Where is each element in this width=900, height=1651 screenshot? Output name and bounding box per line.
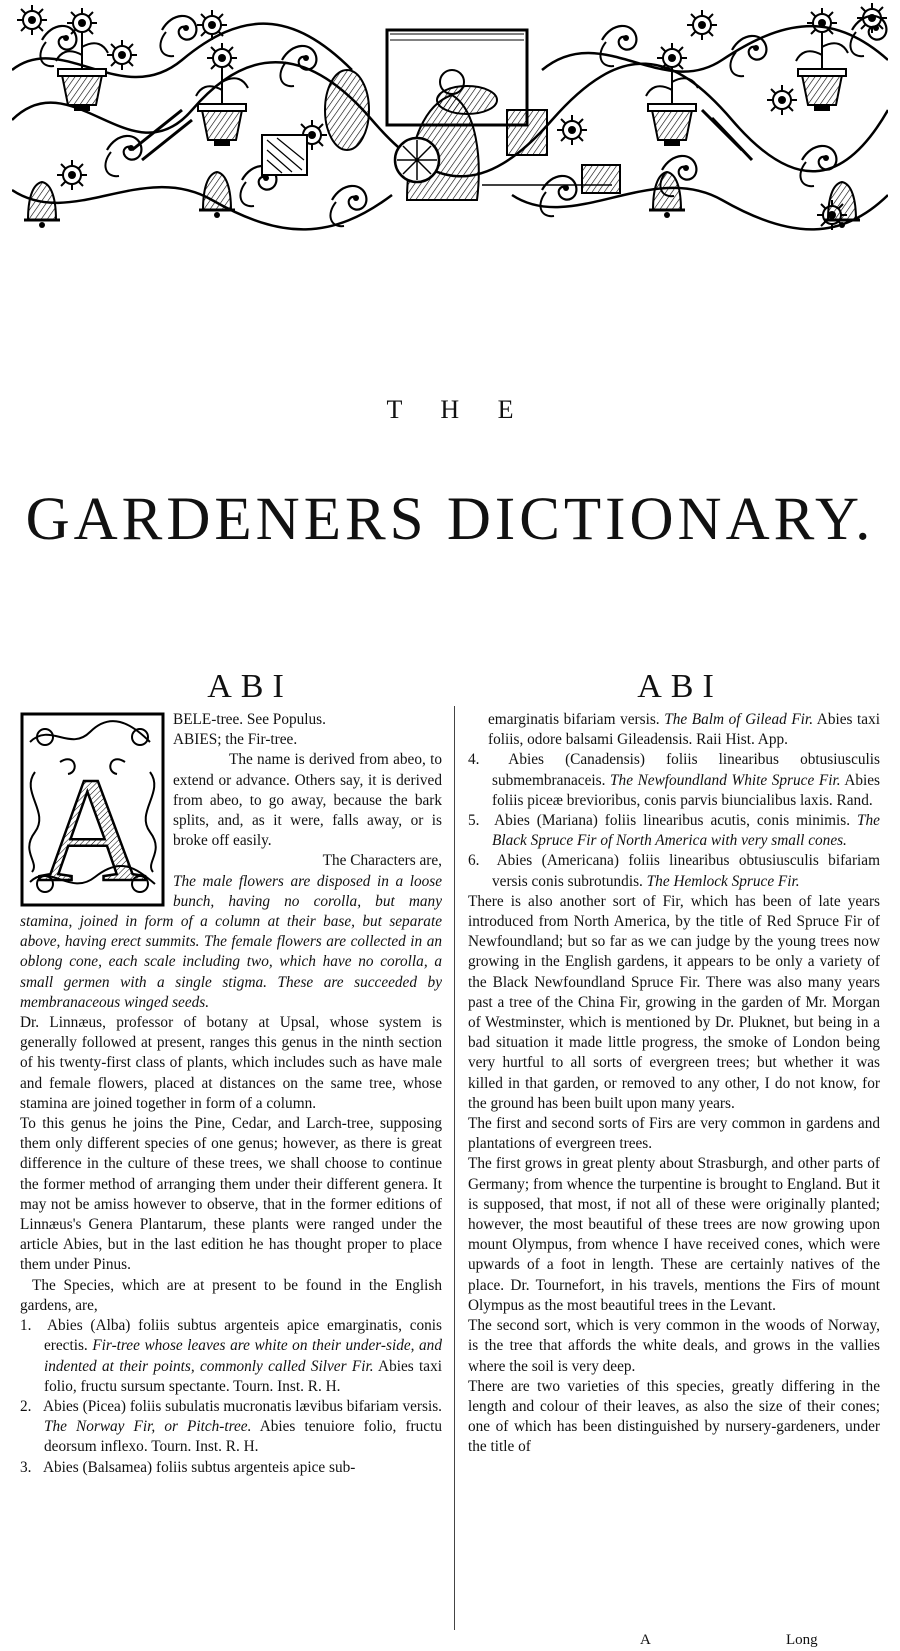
running-head-right: ABI	[637, 668, 723, 705]
dropcap-letter: A	[37, 747, 147, 907]
page-footer	[0, 1632, 900, 1651]
decorated-initial	[20, 712, 165, 907]
other-firs-paragraph: There is also another sort of Fir, which has been of late years introduced from North America, by the title of Red Spruce Fir of Newfoundland; but so far as we can judge by the young trees now growing in the English gardens, it appears to be only a variety of the Black Newfoundland Spruce Fir. There was also many years past a tree of the China Fir, growing in the garden of Mr. Morgan of Westminster, which is mentioned by Dr. Pluknet, but being in a bad situation it made little progress, the smoke of London being very hurtful to all sorts of evergreen trees; but whether it was killed in that garden, or removed to any other, I do not know, for the ground has been built upon many years.	[468, 892, 880, 1112]
species-item-4: 4. Abies (Canadensis) foliis linearibus obtusiusculis submembranaceis. The Newfoundland White Spruce Fir. Abies foliis piceæ brevioribus, conis parvis biuncialibus laxis. Rand.	[468, 751, 880, 809]
species-item-3-continued: emarginatis bifariam versis. The Balm of Gilead Fir. Abies taxi foliis, odore balsami Gileadensis. Raii Hist. App.	[488, 711, 880, 749]
entry-abies: ABIES; the Fir-tree.	[173, 731, 298, 749]
genus-paragraph: To this genus he joins the Pine, Cedar, and Larch-tree, supposing them only different species of one genus; however, as there is great difference in the culture of these trees, we shall choose to continue the former method of arranging them under their different genera. It may not be amiss however to observe, that in the former editions of Linnæus's Genera Plantarum, these plants were ranged under the article Abies, but in the last edition he has thought proper to place them under Pinus.	[20, 1115, 442, 1274]
characters-label: The Characters are,	[322, 852, 442, 870]
catchword: Long	[786, 1632, 818, 1648]
entry-abele: BELE-tree. See Populus.	[173, 711, 326, 728]
title-kicker: T H E	[386, 395, 530, 424]
first-second-sorts-paragraph: The first and second sorts of Firs are very common in gardens and plantations of evergreen trees.	[468, 1115, 880, 1153]
species-item-6: 6. Abies (Americana) foliis linearibus obtusiusculis bifariam versis conis subrotundis. The Hemlock Spruce Fir.	[468, 852, 880, 890]
second-sort-paragraph: The second sort, which is very common in the woods of Norway, is the tree that affords the white deals, and grows in the vallies where the soil is very deep.	[468, 1317, 880, 1375]
species-item-5: 5. Abies (Mariana) foliis linearibus acutis, conis minimis. The Black Spruce Fir of North America with very small cones.	[468, 812, 880, 850]
column-rule	[454, 706, 455, 1630]
left-column	[20, 710, 442, 1630]
species-item-2: 2. Abies (Picea) foliis subulatis mucronatis lævibus bifariam versis. The Norway Fir, or Pitch-tree. Abies tenuiore folio, fructu deorsum inflexo. Tourn. Inst. R. H.	[20, 1397, 442, 1456]
characters-description: The male flowers are disposed in a loose bunch, having no corolla, but many stamina, joined in form of a column at their base, but separate above, having erect summits. The female flowers are collected in an oblong cone, each scale including two, which have no corolla, a small germen with a single stigma. These are succeeded by membranaceous winged seeds.	[20, 872, 442, 1011]
species-item-3: 3. Abies (Balsamea) foliis subtus argenteis apice sub-	[20, 1458, 356, 1476]
linnaeus-paragraph: Dr. Linnæus, professor of botany at Upsal, whose system is generally followed at present, ranges this genus in the ninth section of his twenty-first class of plants, which includes such as have male and female flowers, placed at distances on the same tree, whose stamina are joined together in form of a column.	[20, 1014, 442, 1112]
first-sort-paragraph: The first grows in great plenty about Strasburgh, and other parts of Germany; from whence the turpentine is brought to England. But it is supposed, that most, if not all of these were originally planted; however, the most beautiful of these trees are now growing upon mount Olympus, from whence I have received cones, which were upwards of a foot in length. These are certainly natives of the place. Dr. Tournefort, in his travels, mentions the Firs of mount Olympus as the most beautiful trees in the Levant.	[468, 1155, 880, 1314]
running-head-left: ABI	[207, 668, 293, 705]
ornamental-headpiece	[12, 0, 888, 245]
signature-mark: A	[640, 1632, 651, 1648]
varieties-paragraph: There are two varieties of this species, greatly differing in the length and colour of their leaves, as also the size of their cones; one of which has been distinguished by nursery-gardeners, under the title of	[468, 1377, 880, 1456]
right-column	[468, 710, 880, 1630]
species-item-1: 1. Abies (Alba) foliis subtus argenteis apice emarginatis, conis erectis. Fir-tree whose leaves are white on their under-side, and indented at their points, commonly called Silver Fir. Abies taxi folio, fructu sursum spectante. Tourn. Inst. R. H.	[20, 1317, 442, 1395]
page-title: GARDENERS DICTIONARY.	[25, 486, 875, 553]
etymology-paragraph: The name is derived from abeo, to extend or advance. Others say, it is derived from abeo, to go away, because the bark splits, and, as it were, falls away, or is broke off easily.	[173, 751, 442, 850]
species-intro: The Species, which are at present to be found in the English gardens, are,	[20, 1276, 442, 1314]
